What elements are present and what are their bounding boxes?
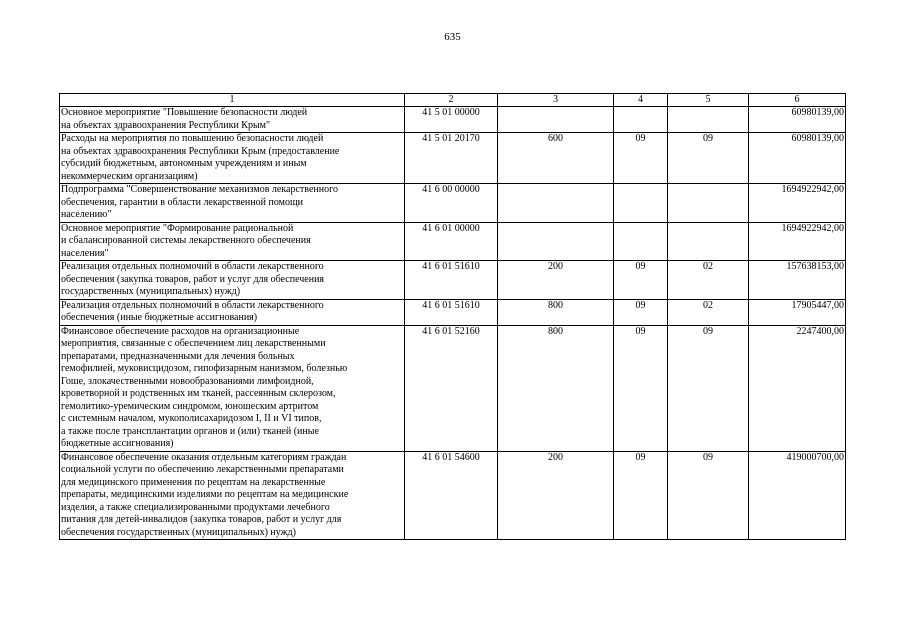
- row-amount: 17905447,00: [749, 299, 846, 325]
- row-code: 41 6 00 00000: [405, 184, 498, 223]
- header-col-2: 2: [405, 94, 498, 107]
- header-col-5: 5: [668, 94, 749, 107]
- row-code: 41 6 01 52160: [405, 325, 498, 451]
- row-amount: 1694922942,00: [749, 222, 846, 261]
- row-col-3: [498, 222, 614, 261]
- row-col-3: 600: [498, 133, 614, 184]
- header-col-3: 3: [498, 94, 614, 107]
- row-col-4: 09: [614, 133, 668, 184]
- row-code: 41 5 01 00000: [405, 107, 498, 133]
- table-row: [60, 107, 846, 133]
- row-amount: 60980139,00: [749, 107, 846, 133]
- row-code: 41 5 01 20170: [405, 133, 498, 184]
- row-col-3: [498, 184, 614, 223]
- table-row: [60, 325, 846, 451]
- row-amount: 1694922942,00: [749, 184, 846, 223]
- table-row: [60, 133, 846, 184]
- row-code: 41 6 01 54600: [405, 451, 498, 540]
- row-amount: 157638153,00: [749, 261, 846, 300]
- header-col-1: 1: [60, 94, 405, 107]
- row-col-4: [614, 107, 668, 133]
- row-col-3: 800: [498, 325, 614, 451]
- row-col-5: 09: [668, 133, 749, 184]
- row-code: 41 6 01 51610: [405, 261, 498, 300]
- budget-table: [59, 93, 846, 540]
- row-col-5: [668, 184, 749, 223]
- table-row: [60, 222, 846, 261]
- row-name: Основное мероприятие "Повышение безопасности людей на объектах здравоохранения Республики Крым": [60, 107, 405, 133]
- page-number: 635: [444, 31, 461, 43]
- row-col-3: [498, 107, 614, 133]
- row-col-4: 09: [614, 299, 668, 325]
- row-code: 41 6 01 00000: [405, 222, 498, 261]
- row-col-3: 200: [498, 261, 614, 300]
- row-col-5: 02: [668, 299, 749, 325]
- header-row: [60, 94, 846, 107]
- row-col-5: [668, 222, 749, 261]
- row-name: Основное мероприятие "Формирование рациональной и сбалансированной системы лекарственного обеспечения населения": [60, 222, 405, 261]
- row-col-5: [668, 107, 749, 133]
- row-amount: 2247400,00: [749, 325, 846, 451]
- row-col-4: [614, 222, 668, 261]
- row-name: Финансовое обеспечение оказания отдельным категориям граждан социальной услуги по обеспечению лекарственными препаратами для медицинского применения по рецептам на лекарственные препараты, медицинскими изделиями по рецептам на медицинские изделия, а также специализированными продуктами лечебного питания для детей-инвалидов (закупка товаров, работ и услуг для обеспечения государственных (муниципальных) нужд): [60, 451, 405, 540]
- header-col-6: 6: [749, 94, 846, 107]
- row-amount: 60980139,00: [749, 133, 846, 184]
- row-name: Реализация отдельных полномочий в области лекарственного обеспечения (иные бюджетные ассигнования): [60, 299, 405, 325]
- row-amount: 419000700,00: [749, 451, 846, 540]
- row-col-4: 09: [614, 261, 668, 300]
- row-col-5: 09: [668, 325, 749, 451]
- table-row: [60, 261, 846, 300]
- table-row: [60, 451, 846, 540]
- row-col-4: 09: [614, 325, 668, 451]
- row-col-4: 09: [614, 451, 668, 540]
- row-code: 41 6 01 51610: [405, 299, 498, 325]
- row-name: Подпрограмма "Совершенствование механизмов лекарственного обеспечения, гарантии в области лекарственной помощи населению": [60, 184, 405, 223]
- row-col-4: [614, 184, 668, 223]
- table-row: [60, 184, 846, 223]
- row-name: Финансовое обеспечение расходов на организационные мероприятия, связанные с обеспечением лиц лекарственными препаратами, предназначенными для лечения больных гемофилией, муковисцидозом, гипофизарным нанизмом, болезнью Гоше, злокачественными новообразованиями лимфоидной, кроветворной и родственных им тканей, рассеянным склерозом, гемолитико-уремическим синдромом, юношеским артритом с системным началом, мукополисахаридозом I, II и VI типов, а также после трансплантации органов и (или) тканей (иные бюджетные ассигнования): [60, 325, 405, 451]
- table-row: [60, 299, 846, 325]
- row-col-5: 02: [668, 261, 749, 300]
- row-col-5: 09: [668, 451, 749, 540]
- row-col-3: 800: [498, 299, 614, 325]
- row-name: Реализация отдельных полномочий в области лекарственного обеспечения (закупка товаров, работ и услуг для обеспечения государственных (муниципальных) нужд): [60, 261, 405, 300]
- row-name: Расходы на мероприятия по повышению безопасности людей на объектах здравоохранения Республики Крым (предоставление субсидий бюджетным, автономным учреждениям и иным некоммерческим организациям): [60, 133, 405, 184]
- header-col-4: 4: [614, 94, 668, 107]
- row-col-3: 200: [498, 451, 614, 540]
